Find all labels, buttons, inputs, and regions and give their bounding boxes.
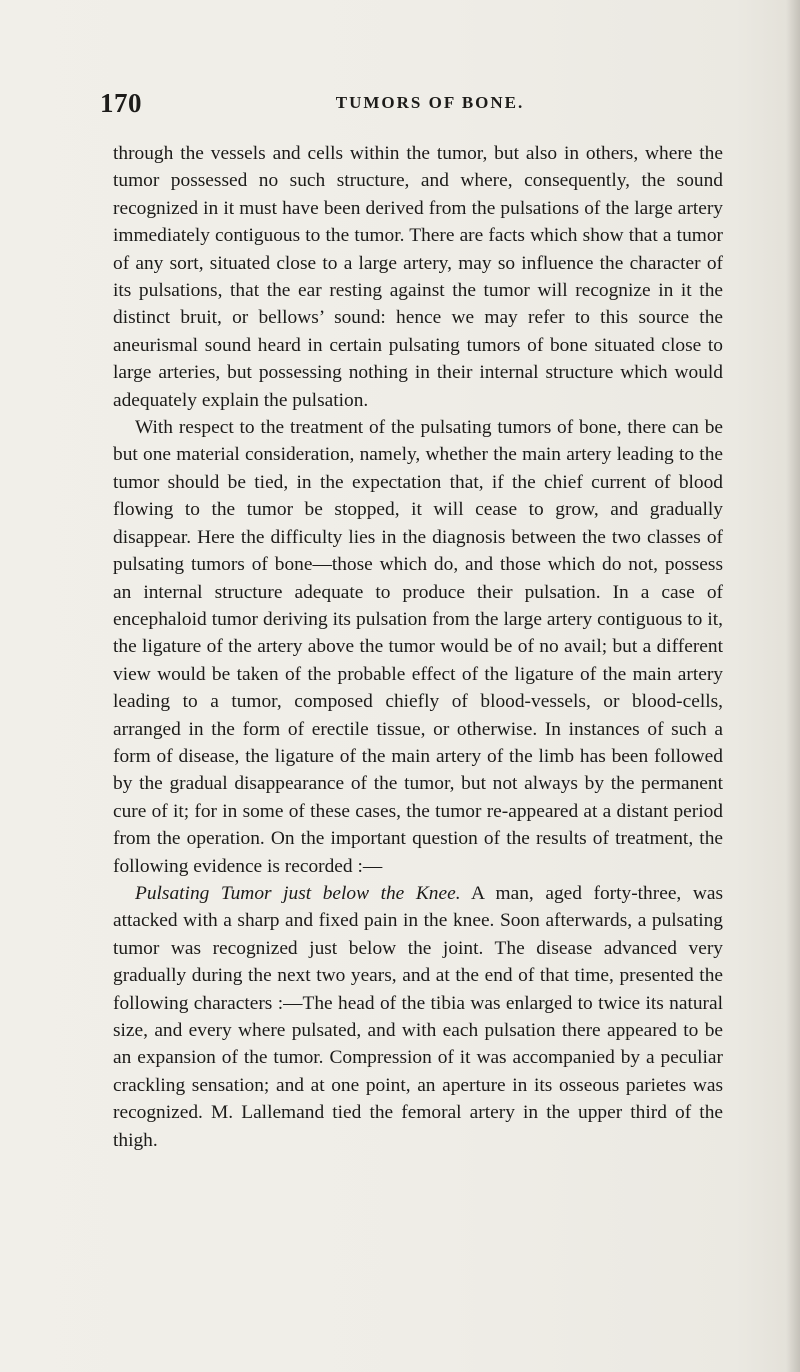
page-edge-shadow — [786, 0, 800, 1372]
paragraph-1: through the vessels and cells within the tumor, but also in others, where the tumor possessed no such structure, and where, consequently, the sound recognized in it must have been derived from the pulsations of the large artery immediately contiguous to the tumor. There are facts which show that a tumor of any sort, situated close to a large artery, may so influence the character of its pulsations, that the ear resting against the tumor will recognize in it the distinct bruit, or bellows’ sound: hence we may refer to this source the aneurismal sound heard in certain pulsating tumors of bone situated close to large arteries, but possessing nothing in their internal structure which would adequately explain the pulsation. — [113, 143, 723, 411]
page-number: 170 — [100, 88, 142, 118]
page-header — [100, 88, 720, 128]
paragraph-2: With respect to the treatment of the pulsating tumors of bone, there can be but one material consideration, namely, whether the main artery leading to the tumor should be tied, in the expectation that, if the chief current of blood flowing to the tumor be stopped, it will cease to grow, and gradually disappear. Here the difficulty lies in the diagnosis between the two classes of pulsating tumors of bone—those which do, and those which do not, possess an internal structure adequate to produce their pulsation. In a case of encephaloid tumor deriving its pulsation from the large artery contiguous to it, the ligature of the artery above the tumor would be of no avail; but a different view would be taken of the probable effect of the ligature of the main artery leading to a tumor, composed chiefly of blood-vessels, or blood-cells, arranged in the form of erectile tissue, or otherwise. In instances of such a form of disease, the ligature of the main artery of the limb has been followed by the gradual disappearance of the tumor, but not always by the permanent cure of it; for in some of these cases, the tumor re-appeared at a distant period from the operation. On the important question of the results of treatment, the following evidence is recorded :— — [113, 417, 723, 877]
body-text — [113, 140, 723, 1154]
paragraph-3 — [113, 880, 723, 1154]
case-heading: Pulsating Tumor just below the Knee. — [135, 882, 461, 904]
case-description: A man, aged forty-three, was attacked with a sharp and fixed pain in the knee. Soon afterwards, a pulsating tumor was recognized just below the joint. The disease advanced very gradually during the next two years, and at the end of that time, presented the following characters :—The head of the tibia was enlarged to twice its natural size, and every where pulsated, and with each pulsation there appeared to be an expansion of the tumor. Compression of it was accompanied by a peculiar crackling sensation; and at one point, an aperture in its osseous parietes was recognized. M. Lallemand tied the femoral artery in the upper third of the thigh. — [113, 882, 723, 1151]
running-head: TUMORS OF BONE. — [335, 93, 525, 112]
